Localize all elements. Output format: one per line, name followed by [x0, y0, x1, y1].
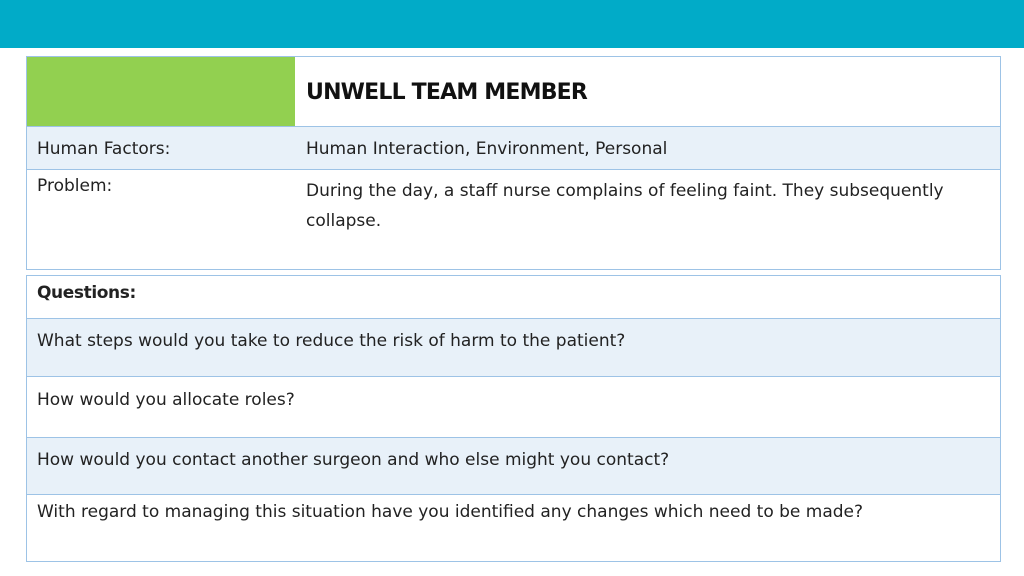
problem-row: [27, 170, 1000, 269]
title-color-cell: [27, 57, 295, 126]
question-row: [27, 495, 1000, 561]
scenario-title-row: [27, 57, 1000, 127]
question-text: How would you contact another surgeon and who else might you contact?: [37, 450, 670, 470]
question-text: What steps would you take to reduce the risk of harm to the patient?: [37, 331, 626, 351]
question-row: [27, 438, 1000, 495]
question-text: With regard to managing this situation have you identified any changes which need to be made?: [37, 502, 864, 522]
question-row: [27, 319, 1000, 377]
problem-value: During the day, a staff nurse complains of feeling faint. They subsequently collapse.: [306, 181, 944, 231]
questions-header-row: [27, 276, 1000, 319]
human-factors-row: [27, 127, 1000, 170]
scenario-title: UNWELL TEAM MEMBER: [306, 80, 588, 105]
questions-header: Questions:: [37, 283, 136, 303]
scenario-table: [26, 56, 1001, 270]
problem-label: Problem:: [37, 176, 113, 196]
questions-table: [26, 275, 1001, 562]
question-text: How would you allocate roles?: [37, 390, 295, 410]
top-banner: [0, 0, 1024, 48]
question-row: [27, 377, 1000, 438]
human-factors-label: Human Factors:: [37, 139, 171, 159]
human-factors-value: Human Interaction, Environment, Personal: [306, 139, 668, 159]
